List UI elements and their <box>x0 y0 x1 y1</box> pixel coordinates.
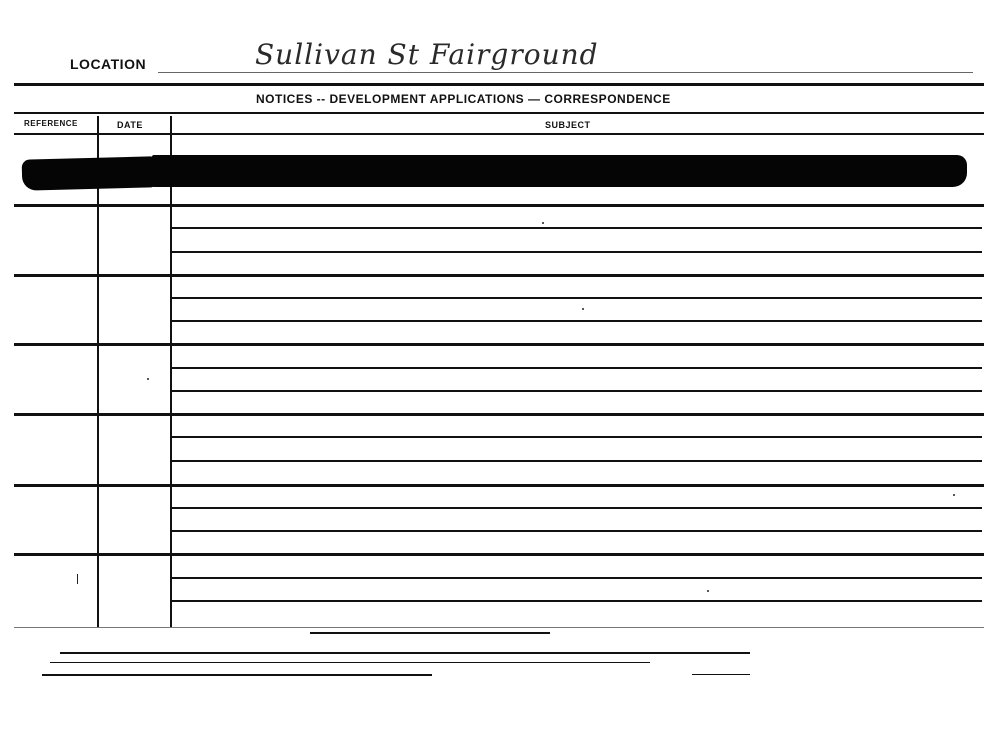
row-rule <box>14 413 984 416</box>
stray-dot <box>147 378 149 380</box>
row-rule <box>14 553 984 556</box>
scan-artifact-line <box>310 632 550 634</box>
scan-artifact-line <box>50 662 650 663</box>
row-rule <box>14 204 984 207</box>
row-rule <box>172 530 982 532</box>
row-rule <box>172 320 982 322</box>
row-rule <box>172 436 982 438</box>
column-header-reference: REFERENCE <box>24 119 78 128</box>
stray-dot <box>542 222 544 224</box>
row-rule <box>172 227 982 229</box>
scan-artifact-line <box>60 652 750 654</box>
column-divider-date <box>170 116 172 628</box>
column-header-date: DATE <box>117 120 143 130</box>
row-rule <box>14 484 984 487</box>
row-rule <box>172 367 982 369</box>
scan-artifact-line <box>42 674 432 676</box>
column-header-rule <box>14 133 984 135</box>
row-rule <box>172 251 982 253</box>
section-heading: NOTICES -- DEVELOPMENT APPLICATIONS — CORRESPONDENCE <box>256 92 671 106</box>
stray-dot <box>953 494 955 496</box>
row-rule <box>14 343 984 346</box>
stray-dot <box>582 308 584 310</box>
column-header-subject: SUBJECT <box>545 120 591 130</box>
row-rule <box>172 297 982 299</box>
stray-dot <box>707 590 709 592</box>
redaction-block-left <box>22 156 155 190</box>
row-rule <box>172 600 982 602</box>
row-rule <box>172 577 982 579</box>
handwritten-location: Sullivan St Fairground <box>255 38 599 71</box>
row-rule <box>14 274 984 277</box>
redaction-block-right <box>152 155 967 187</box>
card-bottom-edge <box>14 627 984 628</box>
location-label: LOCATION <box>70 56 147 72</box>
row-rule <box>172 390 982 392</box>
heading-rule <box>14 112 984 114</box>
header-top-rule <box>14 83 984 86</box>
location-underline <box>158 72 973 73</box>
scan-artifact-line <box>692 674 750 675</box>
stray-tick <box>77 574 78 584</box>
column-divider-reference <box>97 116 99 628</box>
row-rule <box>172 460 982 462</box>
row-rule <box>172 507 982 509</box>
